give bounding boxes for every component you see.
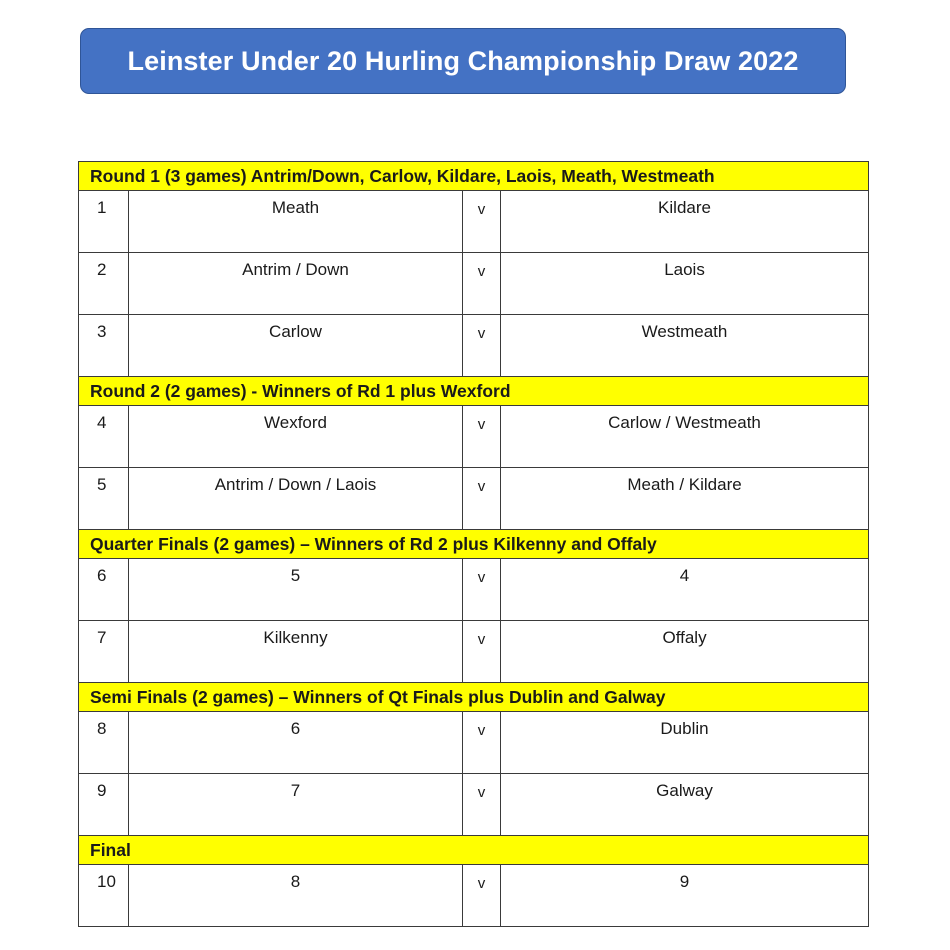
draw-table-body [79,162,869,927]
away-team: 9 [501,865,869,927]
match-row [79,712,869,774]
away-team: 4 [501,559,869,621]
home-team: 6 [129,712,463,774]
match-row [79,406,869,468]
match-row [79,559,869,621]
title-banner [80,28,846,94]
match-row [79,468,869,530]
match-number: 9 [79,774,129,836]
match-number: 1 [79,191,129,253]
home-team: 8 [129,865,463,927]
versus-label: v [477,784,486,801]
section-heading: Final [79,836,869,865]
match-number: 7 [79,621,129,683]
draw-table [78,161,869,927]
away-team: Galway [501,774,869,836]
section-heading: Round 1 (3 games) Antrim/Down, Carlow, Kildare, Laois, Meath, Westmeath [79,162,869,191]
match-number: 3 [79,315,129,377]
section-heading-final [79,836,869,865]
versus-label: v [477,263,486,280]
match-number: 4 [79,406,129,468]
section-heading-semi-finals [79,683,869,712]
versus-label: v [477,875,486,892]
versus-label: v [477,569,486,586]
versus-label: v [477,325,486,342]
away-team: Meath / Kildare [501,468,869,530]
page-title: Leinster Under 20 Hurling Championship Draw 2022 [127,45,799,76]
away-team: Offaly [501,621,869,683]
section-heading-quarter-finals [79,530,869,559]
section-heading: Quarter Finals (2 games) – Winners of Rd 2 plus Kilkenny and Offaly [79,530,869,559]
match-row [79,253,869,315]
home-team: 7 [129,774,463,836]
section-heading-round-1 [79,162,869,191]
away-team: Westmeath [501,315,869,377]
versus-label: v [477,201,486,218]
match-number: 2 [79,253,129,315]
away-team: Carlow / Westmeath [501,406,869,468]
home-team: 5 [129,559,463,621]
home-team: Wexford [129,406,463,468]
versus-label: v [477,722,486,739]
versus-label: v [477,478,486,495]
away-team: Kildare [501,191,869,253]
section-heading-round-2 [79,377,869,406]
match-number: 8 [79,712,129,774]
section-heading: Round 2 (2 games) - Winners of Rd 1 plus Wexford [79,377,869,406]
match-row [79,865,869,927]
section-heading: Semi Finals (2 games) – Winners of Qt Finals plus Dublin and Galway [79,683,869,712]
versus-label: v [477,416,486,433]
home-team: Meath [129,191,463,253]
versus-label: v [477,631,486,648]
match-row [79,621,869,683]
match-number: 10 [79,865,129,927]
match-number: 5 [79,468,129,530]
away-team: Laois [501,253,869,315]
home-team: Antrim / Down / Laois [129,468,463,530]
match-row [79,315,869,377]
match-row [79,191,869,253]
away-team: Dublin [501,712,869,774]
home-team: Carlow [129,315,463,377]
match-number: 6 [79,559,129,621]
match-row [79,774,869,836]
home-team: Antrim / Down [129,253,463,315]
home-team: Kilkenny [129,621,463,683]
